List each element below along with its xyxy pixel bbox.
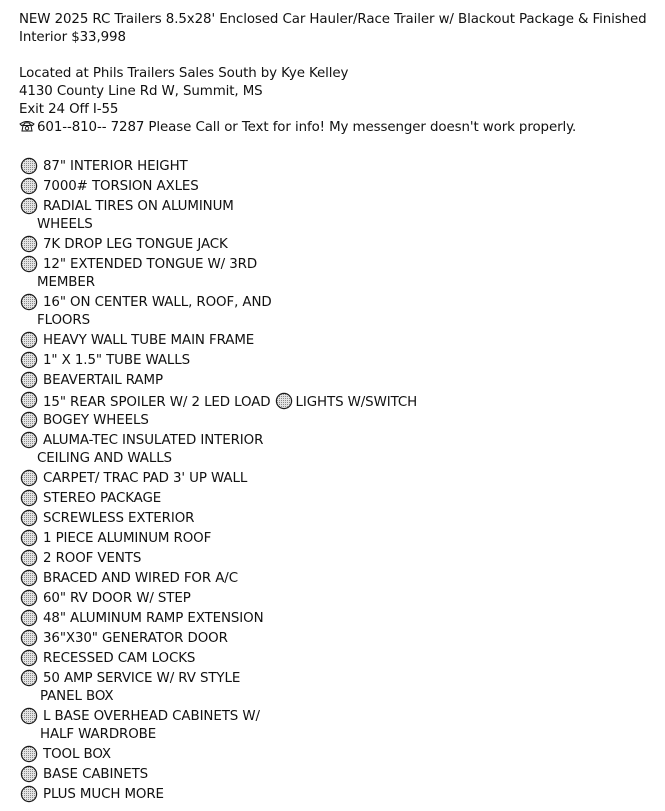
feature-list [19, 157, 649, 805]
feature-text [43, 391, 649, 412]
feature-text [43, 609, 649, 628]
exit-line: Exit 24 Off I-55 [19, 102, 119, 117]
radio-circle-icon [20, 411, 38, 429]
radio-circle-icon [20, 255, 38, 273]
feature-text [43, 351, 649, 370]
feature-text [43, 707, 649, 726]
feature-text-line-1: 7000# TORSION AXLES [43, 179, 199, 194]
feature-text-line-1: 1 PIECE ALUMINUM ROOF [43, 531, 212, 546]
feature-item [19, 431, 649, 469]
radio-circle-icon [20, 235, 38, 253]
feature-item [19, 177, 649, 197]
radio-circle-icon [20, 331, 38, 349]
address-line: 4130 County Line Rd W, Summit, MS [19, 84, 263, 99]
feature-text [43, 489, 649, 508]
feature-item [19, 707, 649, 745]
feature-item [19, 391, 649, 411]
radio-circle-icon [20, 649, 38, 667]
radio-circle-icon [20, 371, 38, 389]
feature-text [43, 371, 649, 390]
feature-text [43, 293, 649, 312]
radio-circle-icon [20, 589, 38, 607]
feature-item [19, 549, 649, 569]
radio-circle-icon [20, 469, 38, 487]
feature-item [19, 785, 649, 805]
feature-text-line-1: 48" ALUMINUM RAMP EXTENSION [43, 611, 264, 626]
listing-post [19, 11, 649, 805]
listing-title-line-1: NEW 2025 RC Trailers 8.5x28' Enclosed Car Hauler/Race Trailer w/ Blackout Package & Finished [19, 12, 647, 27]
feature-text-line-1: BEAVERTAIL RAMP [43, 373, 163, 388]
feature-text-line-1: 36"X30" GENERATOR DOOR [43, 631, 228, 646]
contact-line [19, 119, 649, 137]
radio-circle-icon [20, 391, 38, 409]
feature-text-line-1: STEREO PACKAGE [43, 491, 162, 506]
feature-text [43, 785, 649, 804]
feature-text [43, 569, 649, 588]
feature-text-line-2: HALF WARDROBE [40, 727, 157, 742]
feature-item [19, 469, 649, 489]
radio-circle-icon [20, 177, 38, 195]
feature-text-line-1: 50 AMP SERVICE W/ RV STYLE [43, 671, 241, 686]
feature-item [19, 351, 649, 371]
feature-text-line-1: 7K DROP LEG TONGUE JACK [43, 237, 228, 252]
feature-item [19, 569, 649, 589]
feature-text-line-1: ALUMA-TEC INSULATED INTERIOR [43, 433, 264, 448]
radio-circle-icon [20, 745, 38, 763]
feature-text [43, 157, 649, 176]
radio-circle-icon [20, 431, 38, 449]
feature-text [43, 177, 649, 196]
feature-text-line-2: CEILING AND WALLS [37, 451, 172, 466]
radio-circle-icon [20, 549, 38, 567]
feature-item [19, 371, 649, 391]
feature-text-line-2: MEMBER [37, 275, 95, 290]
spacer [19, 137, 649, 157]
contact-text: 601--810-- 7287 Please Call or Text for info! My messenger doesn't work properly. [37, 120, 577, 135]
feature-text-line-2: FLOORS [37, 313, 90, 328]
spacer [19, 47, 649, 65]
feature-text [43, 411, 649, 430]
feature-item [19, 649, 649, 669]
feature-text [43, 669, 649, 688]
feature-text [43, 331, 649, 350]
feature-text [43, 529, 649, 548]
feature-text [43, 649, 649, 668]
radio-circle-icon [20, 529, 38, 547]
feature-item [19, 489, 649, 509]
feature-text-line-1: PLUS MUCH MORE [43, 787, 164, 802]
feature-text-line-1: TOOL BOX [43, 747, 111, 762]
radio-circle-icon [20, 157, 38, 175]
radio-circle-icon [20, 351, 38, 369]
feature-item [19, 609, 649, 629]
radio-circle-icon [20, 509, 38, 527]
radio-circle-icon [20, 197, 38, 215]
feature-item [19, 255, 649, 293]
feature-text-line-1: RECESSED CAM LOCKS [43, 651, 196, 666]
telephone-icon [19, 120, 35, 132]
feature-text-line-1: 87" INTERIOR HEIGHT [43, 159, 188, 174]
feature-item [19, 629, 649, 649]
feature-text [43, 629, 649, 648]
feature-item [19, 745, 649, 765]
radio-circle-icon [20, 569, 38, 587]
feature-text-line-1: CARPET/ TRAC PAD 3' UP WALL [43, 471, 248, 486]
feature-text-line-1: 2 ROOF VENTS [43, 551, 142, 566]
feature-text [43, 469, 649, 488]
feature-item [19, 197, 649, 235]
feature-text-line-1: 12" EXTENDED TONGUE W/ 3RD [43, 257, 258, 272]
feature-text-line-1: SCREWLESS EXTERIOR [43, 511, 195, 526]
feature-text [43, 255, 649, 274]
feature-item [19, 589, 649, 609]
feature-text [43, 509, 649, 528]
feature-text [43, 197, 649, 216]
feature-item [19, 669, 649, 707]
radio-circle-icon [20, 669, 38, 687]
radio-circle-icon [20, 707, 38, 725]
feature-text-line-1: 60" RV DOOR W/ STEP [43, 591, 191, 606]
feature-text-line-1: L BASE OVERHEAD CABINETS W/ [43, 709, 260, 724]
radio-circle-icon [275, 392, 293, 410]
radio-circle-icon [20, 609, 38, 627]
feature-text-line-1: 15" REAR SPOILER W/ 2 LED LOAD [43, 395, 271, 410]
feature-item [19, 509, 649, 529]
radio-circle-icon [20, 629, 38, 647]
feature-item [19, 157, 649, 177]
feature-item [19, 331, 649, 351]
feature-text-inline: LIGHTS W/SWITCH [295, 395, 418, 410]
radio-circle-icon [20, 489, 38, 507]
feature-text-line-1: 16" ON CENTER WALL, ROOF, AND [43, 295, 272, 310]
feature-text [43, 589, 649, 608]
feature-text-line-1: RADIAL TIRES ON ALUMINUM [43, 199, 234, 214]
feature-item [19, 529, 649, 549]
radio-circle-icon [20, 785, 38, 803]
feature-item [19, 411, 649, 431]
feature-text-line-1: BASE CABINETS [43, 767, 149, 782]
feature-text [43, 549, 649, 568]
radio-circle-icon [20, 293, 38, 311]
feature-item [19, 765, 649, 785]
feature-text [43, 765, 649, 784]
feature-text-line-1: HEAVY WALL TUBE MAIN FRAME [43, 333, 255, 348]
radio-circle-icon [20, 765, 38, 783]
feature-text-line-1: BOGEY WHEELS [43, 413, 149, 428]
feature-item [19, 235, 649, 255]
feature-text [43, 431, 649, 450]
listing-title-line-2: Interior $33,998 [19, 30, 126, 45]
location-line: Located at Phils Trailers Sales South by Kye Kelley [19, 66, 349, 81]
feature-text [43, 745, 649, 764]
feature-text-line-2: PANEL BOX [40, 689, 114, 704]
feature-item [19, 293, 649, 331]
feature-text-line-1: BRACED AND WIRED FOR A/C [43, 571, 238, 586]
feature-text-line-2: WHEELS [37, 217, 93, 232]
feature-text-line-1: 1" X 1.5" TUBE WALLS [43, 353, 191, 368]
feature-text [43, 235, 649, 254]
